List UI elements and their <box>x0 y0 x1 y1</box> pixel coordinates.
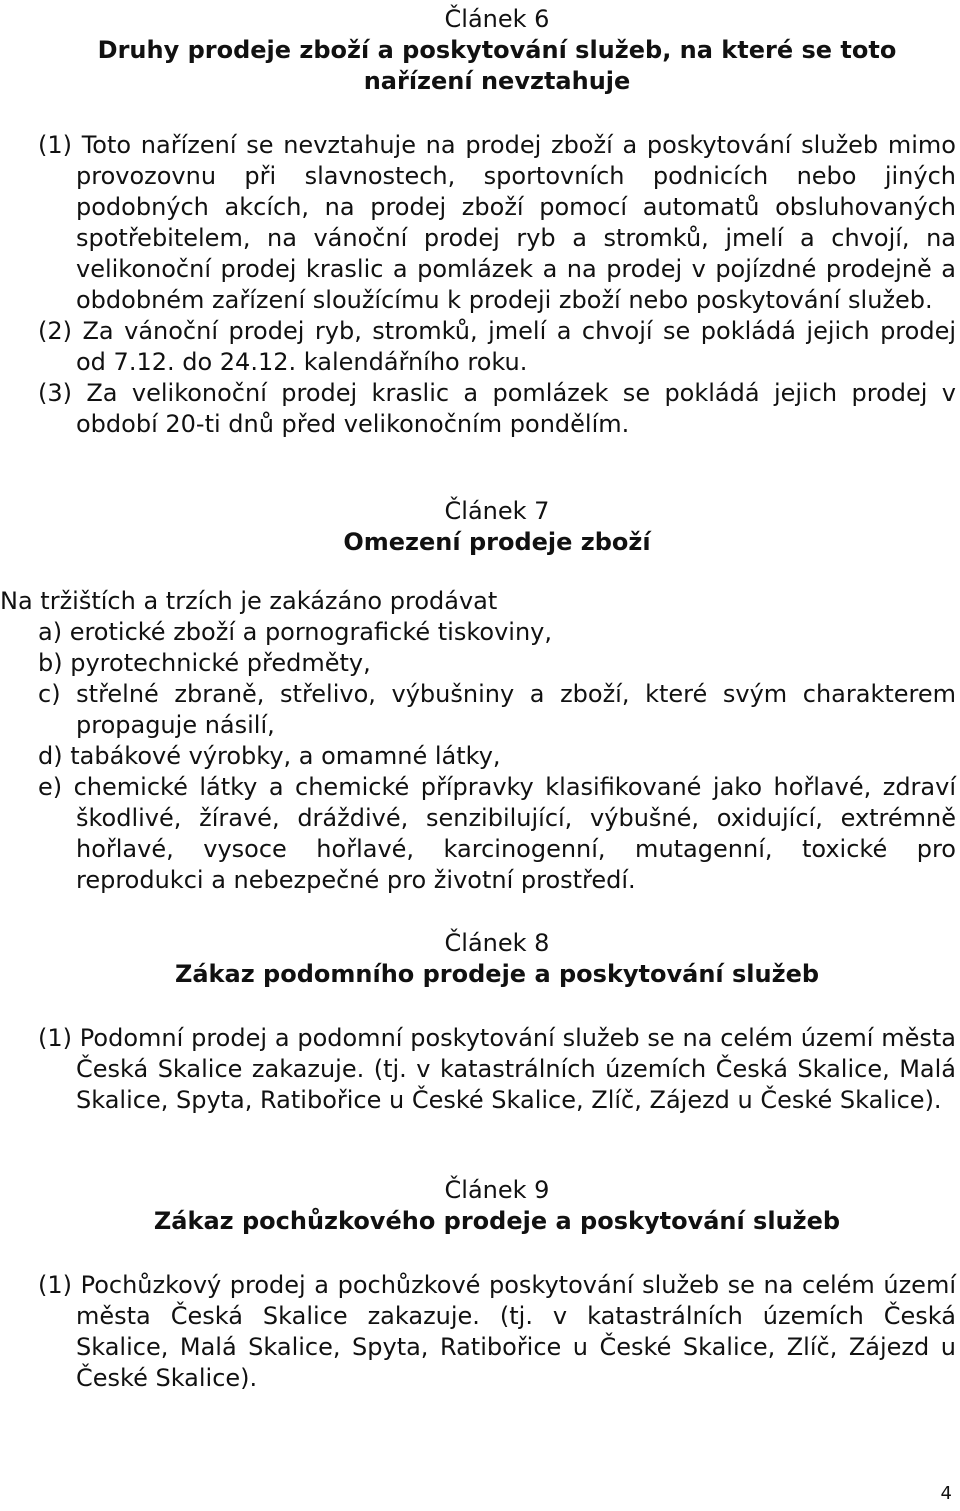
article-heading: Článek 8 <box>444 929 550 957</box>
article-title: Druhy prodeje zboží a poskytování služeb, na které se toto nařízení nevztahuje <box>97 36 897 95</box>
paragraph: (1) Toto nařízení se nevztahuje na prodej zboží a poskytování služeb mimo provozovnu při slavnostech, sportovních podnicích nebo jiných podobných akcích, na prodej zboží pomocí automatů obsluhovaných spotřebitelem, na vánoční prodej ryb a stromků, jmelí a chvojí, na velikonoční prodej kraslic a pomlázek a na prodej v pojízdné prodejně a obdobném zařízení sloužícímu k prodeji zboží nebo poskytování služeb. <box>38 131 956 314</box>
list-intro: Na tržištích a trzích je zakázáno prodávat <box>0 587 498 615</box>
article-title: Zákaz podomního prodeje a poskytování služeb <box>174 960 820 988</box>
article-title: Zákaz pochůzkového prodeje a poskytování služeb <box>153 1207 841 1235</box>
prohibited-items-list <box>38 617 956 896</box>
article-7 <box>0 496 956 896</box>
list-item: e) chemické látky a chemické přípravky klasifikované jako hořlavé, zdraví škodlivé, žíravé, dráždivé, senzibilující, výbušné, oxidující, extrémně hořlavé, vysoce hořlavé, karcinogenní, mutagenní, toxické pro reprodukci a nebezpečné pro životní prostředí. <box>38 773 956 894</box>
article-8 <box>38 928 956 1116</box>
article-heading: Článek 9 <box>444 1176 550 1204</box>
article-title: Omezení prodeje zboží <box>343 528 651 556</box>
article-6 <box>38 4 956 440</box>
page-number: 4 <box>940 1483 952 1504</box>
article-heading: Článek 6 <box>444 5 550 33</box>
list-item: a) erotické zboží a pornografické tiskoviny, <box>38 618 552 646</box>
article-heading: Článek 7 <box>444 497 550 525</box>
article-9 <box>38 1175 956 1394</box>
paragraph: (2) Za vánoční prodej ryb, stromků, jmelí a chvojí se pokládá jejich prodej od 7.12. do 24.12. kalendářního roku. <box>38 317 956 376</box>
list-item: d) tabákové výrobky, a omamné látky, <box>38 742 501 770</box>
list-item: b) pyrotechnické předměty, <box>38 649 371 677</box>
list-item: c) střelné zbraně, střelivo, výbušniny a zboží, které svým charakterem propaguje násilí, <box>38 680 956 739</box>
paragraph: (1) Podomní prodej a podomní poskytování služeb se na celém území města Česká Skalice zakazuje. (tj. v katastrálních územích Česká Skalice, Malá Skalice, Spyta, Ratibořice u České Skalice, Zlíč, Zájezd u České Skalice). <box>38 1024 956 1114</box>
paragraph: (1) Pochůzkový prodej a pochůzkové poskytování služeb se na celém území města Česká Skalice zakazuje. (tj. v katastrálních územích Česká Skalice, Malá Skalice, Spyta, Ratibořice u České Skalice, Zlíč, Zájezd u České Skalice). <box>38 1271 956 1392</box>
paragraph: (3) Za velikonoční prodej kraslic a pomlázek se pokládá jejich prodej v období 20-ti dnů před velikonočním pondělím. <box>38 379 956 438</box>
